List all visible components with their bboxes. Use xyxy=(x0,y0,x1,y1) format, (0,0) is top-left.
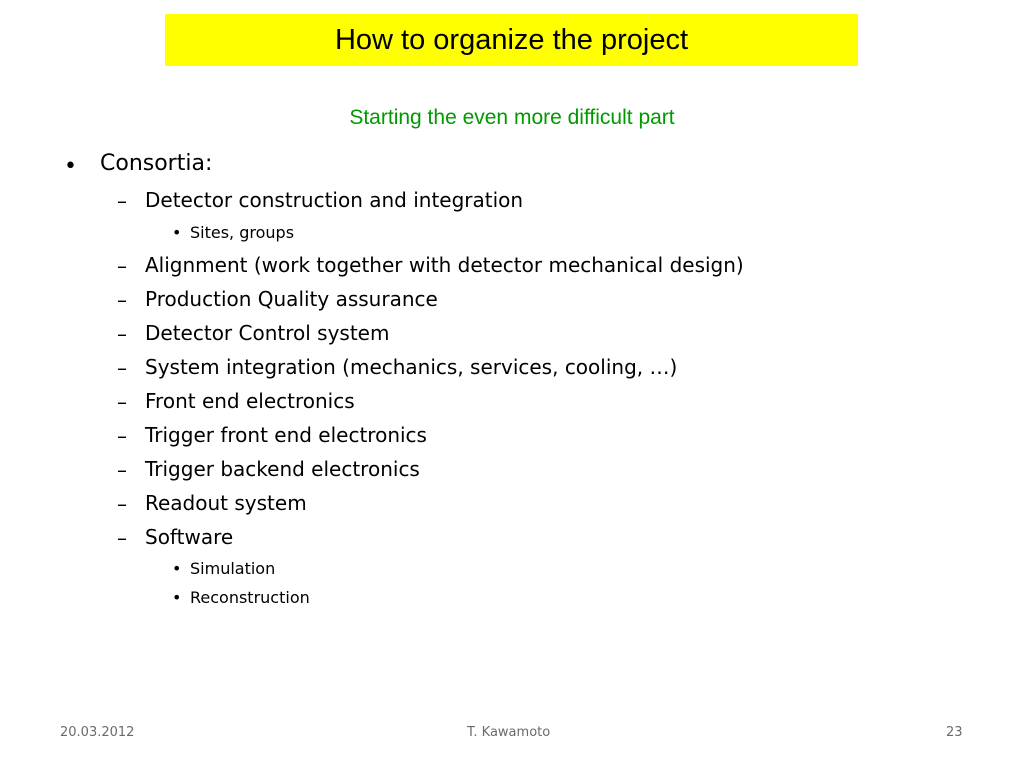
dash-marker: – xyxy=(117,356,127,380)
list-item: Simulation xyxy=(190,559,276,578)
list-item: Trigger front end electronics xyxy=(145,423,427,447)
bullet-marker: • xyxy=(172,588,182,607)
dash-marker: – xyxy=(117,424,127,448)
footer-page-number: 23 xyxy=(946,725,963,740)
dash-marker: – xyxy=(117,492,127,516)
footer-author: T. Kawamoto xyxy=(467,725,551,740)
slide-title: How to organize the project xyxy=(334,23,689,56)
footer-date: 20.03.2012 xyxy=(60,725,135,740)
list-item: Detector Control system xyxy=(145,321,390,345)
list-item: Software xyxy=(145,525,234,549)
bullet-marker: • xyxy=(64,154,77,179)
dash-marker: – xyxy=(117,458,127,482)
list-item: System integration (mechanics, services, cooling, …) xyxy=(145,355,678,379)
dash-marker: – xyxy=(117,390,127,414)
list-item: Alignment (work together with detector mechanical design) xyxy=(145,253,744,277)
bullet-marker: • xyxy=(172,559,182,578)
list-item: Production Quality assurance xyxy=(145,287,438,311)
slide-subtitle: Starting the even more difficult part xyxy=(349,106,675,129)
dash-marker: – xyxy=(117,254,127,278)
list-item: Sites, groups xyxy=(190,223,295,242)
list-item: Readout system xyxy=(145,491,307,515)
dash-marker: – xyxy=(117,189,127,213)
dash-marker: – xyxy=(117,322,127,346)
list-item: Reconstruction xyxy=(190,588,310,607)
list-item: Trigger backend electronics xyxy=(145,457,420,481)
bullet-marker: • xyxy=(172,223,182,242)
list-item: Front end electronics xyxy=(145,389,355,413)
dash-marker: – xyxy=(117,526,127,550)
dash-marker: – xyxy=(117,288,127,312)
list-item: Detector construction and integration xyxy=(145,188,524,212)
list-item: Consortia: xyxy=(100,151,213,176)
